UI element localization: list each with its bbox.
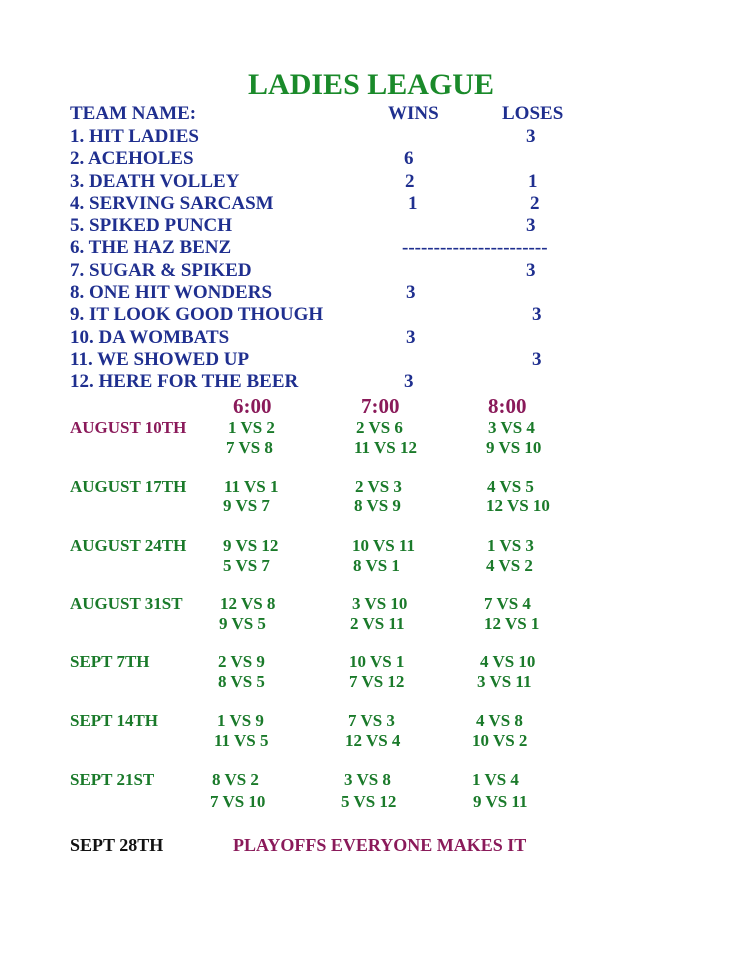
playoffs-date: SEPT 28TH xyxy=(70,835,164,855)
game: 2 VS 3 xyxy=(355,477,402,496)
schedule-date: AUGUST 10TH xyxy=(70,418,187,437)
team-wins: 3 xyxy=(406,327,416,348)
game: 2 VS 11 xyxy=(350,614,405,633)
team-wins: 1 xyxy=(408,193,418,214)
game: 8 VS 1 xyxy=(353,556,400,575)
team-name: 4. SERVING SARCASM xyxy=(70,193,274,214)
game: 9 VS 10 xyxy=(486,438,542,457)
game: 3 VS 8 xyxy=(344,770,391,789)
header-team-name: TEAM NAME: xyxy=(70,103,197,124)
game: 7 VS 10 xyxy=(210,792,266,811)
team-loses: 3 xyxy=(532,304,542,325)
game: 1 VS 9 xyxy=(217,711,264,730)
team-wins: 6 xyxy=(404,148,414,169)
page-title: LADIES LEAGUE xyxy=(248,68,494,101)
game: 1 VS 4 xyxy=(472,770,519,789)
game: 1 VS 3 xyxy=(487,536,534,555)
game: 3 VS 10 xyxy=(352,594,408,613)
game: 3 VS 4 xyxy=(488,418,535,437)
team-name: 7. SUGAR & SPIKED xyxy=(70,260,252,281)
playoffs-text: PLAYOFFS EVERYONE MAKES IT xyxy=(233,835,527,855)
team-name: 5. SPIKED PUNCH xyxy=(70,215,233,236)
team-loses: 1 xyxy=(528,171,538,192)
team-loses: 3 xyxy=(526,126,536,147)
game: 9 VS 5 xyxy=(219,614,266,633)
game: 10 VS 2 xyxy=(472,731,528,750)
team-name: 10. DA WOMBATS xyxy=(70,327,230,348)
game: 9 VS 11 xyxy=(473,792,528,811)
game: 10 VS 11 xyxy=(352,536,415,555)
game: 11 VS 1 xyxy=(224,477,279,496)
game: 12 VS 8 xyxy=(220,594,276,613)
team-loses: 2 xyxy=(530,193,540,214)
header-loses: LOSES xyxy=(502,103,564,124)
game: 5 VS 7 xyxy=(223,556,270,575)
game: 1 VS 2 xyxy=(228,418,275,437)
game: 5 VS 12 xyxy=(341,792,397,811)
game: 4 VS 8 xyxy=(476,711,523,730)
game: 9 VS 12 xyxy=(223,536,279,555)
game: 12 VS 10 xyxy=(486,496,550,515)
game: 7 VS 8 xyxy=(226,438,273,457)
team-loses: 3 xyxy=(526,215,536,236)
team-loses: 3 xyxy=(532,349,542,370)
game: 8 VS 9 xyxy=(354,496,401,515)
team-name: 6. THE HAZ BENZ xyxy=(70,237,232,258)
schedule-date: SEPT 7TH xyxy=(70,652,150,671)
game: 7 VS 3 xyxy=(348,711,395,730)
team-name: 8. ONE HIT WONDERS xyxy=(70,282,273,303)
header-wins: WINS xyxy=(388,103,439,124)
game: 10 VS 1 xyxy=(349,652,405,671)
team-name: 9. IT LOOK GOOD THOUGH xyxy=(70,304,324,325)
team-wins: 3 xyxy=(406,282,416,303)
time-header-600: 6:00 xyxy=(233,394,272,418)
time-header-800: 8:00 xyxy=(488,394,527,418)
team-name: 3. DEATH VOLLEY xyxy=(70,171,240,192)
schedule-date: SEPT 14TH xyxy=(70,711,159,730)
team-loses: 3 xyxy=(526,260,536,281)
game: 2 VS 9 xyxy=(218,652,265,671)
game: 11 VS 12 xyxy=(354,438,417,457)
game: 12 VS 1 xyxy=(484,614,540,633)
schedule-date: AUGUST 17TH xyxy=(70,477,187,496)
game: 7 VS 4 xyxy=(484,594,531,613)
team-name: 1. HIT LADIES xyxy=(70,126,200,147)
game: 12 VS 4 xyxy=(345,731,401,750)
game: 3 VS 11 xyxy=(477,672,532,691)
game: 9 VS 7 xyxy=(223,496,270,515)
team-name: 11. WE SHOWED UP xyxy=(70,349,250,370)
schedule-date: AUGUST 31ST xyxy=(70,594,183,613)
game: 8 VS 5 xyxy=(218,672,265,691)
team-wins: 2 xyxy=(405,171,415,192)
game: 4 VS 2 xyxy=(486,556,533,575)
team-dashes: ----------------------- xyxy=(402,237,548,258)
game: 4 VS 5 xyxy=(487,477,534,496)
team-wins: 3 xyxy=(404,371,414,392)
time-header-700: 7:00 xyxy=(361,394,400,418)
schedule-date: SEPT 21ST xyxy=(70,770,155,789)
game: 4 VS 10 xyxy=(480,652,536,671)
game: 8 VS 2 xyxy=(212,770,259,789)
schedule-date: AUGUST 24TH xyxy=(70,536,187,555)
team-name: 12. HERE FOR THE BEER xyxy=(70,371,299,392)
team-name: 2. ACEHOLES xyxy=(70,148,194,169)
game: 11 VS 5 xyxy=(214,731,269,750)
game: 2 VS 6 xyxy=(356,418,403,437)
game: 7 VS 12 xyxy=(349,672,405,691)
